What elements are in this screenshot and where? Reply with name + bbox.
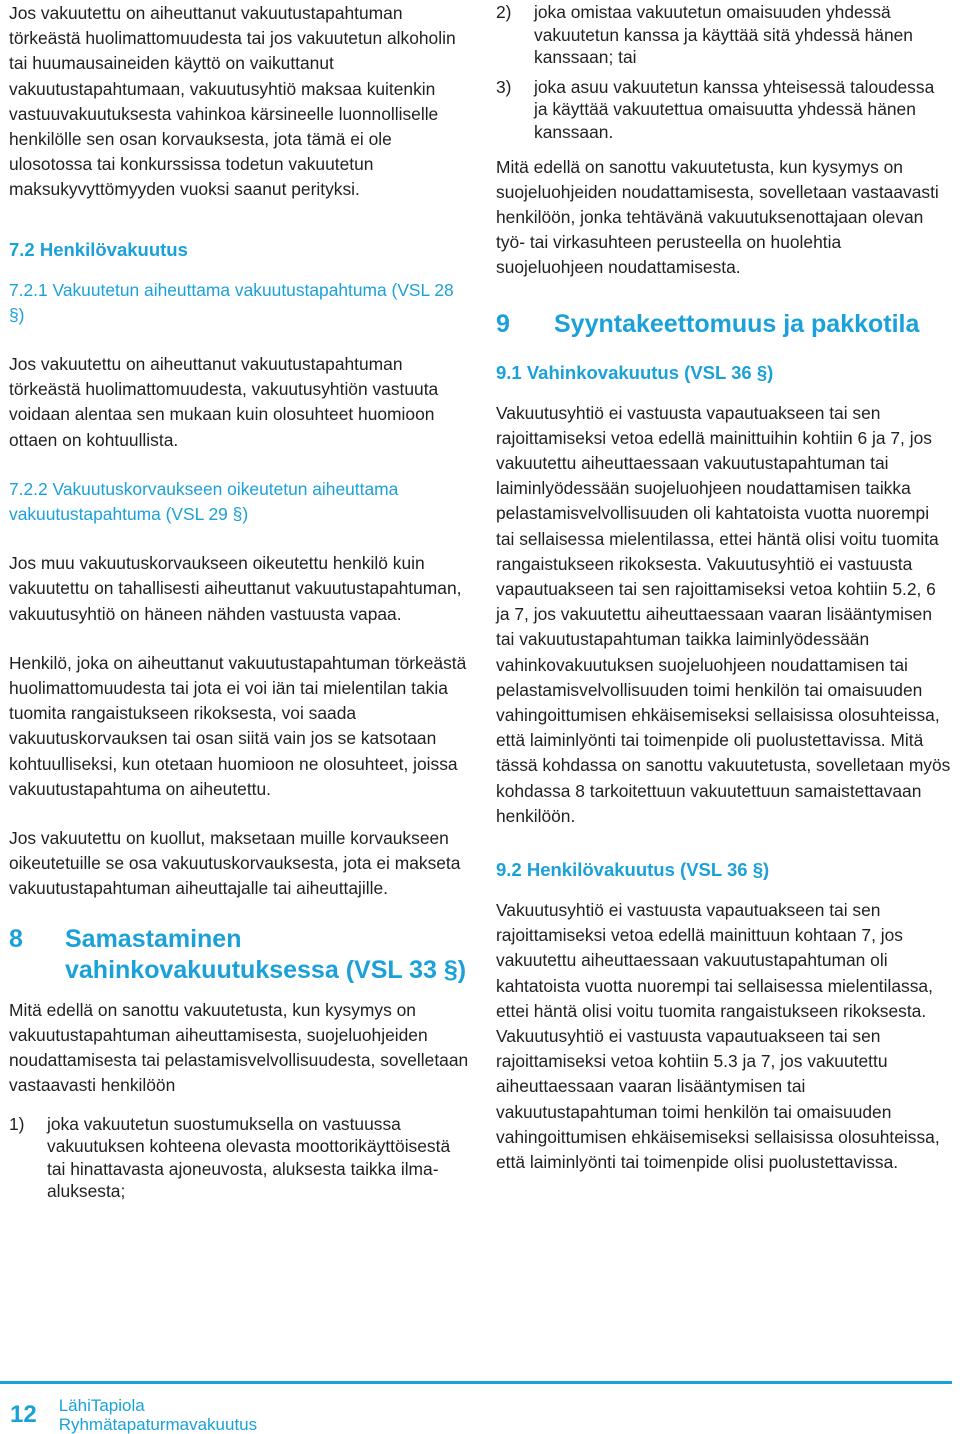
list-item-text: joka asuu vakuutetun kanssa yhteisessä taloudessa ja käyttää vakuutettua omaisuutta yhdessä hänen kanssaan. xyxy=(534,76,935,142)
paragraph-after-list: Mitä edellä on sanottu vakuutetusta, kun kysymys on suojeluohjeiden noudattamisesta, sovelletaan vastaavasti henkilöön, jonka tehtävänä vakuutuksenottajaan olevan työ- tai virkasuhteen perusteella on huolehtia suojeluohjeen noudattamisesta. xyxy=(496,156,939,278)
list-item-number: 3) xyxy=(496,76,512,97)
right-column xyxy=(496,0,952,1175)
footer-brand xyxy=(59,1396,257,1434)
heading-9 xyxy=(496,309,952,340)
heading-9-number: 9 xyxy=(496,309,510,338)
list-item-2 xyxy=(496,1,952,69)
list-item-number: 1) xyxy=(9,1113,25,1134)
heading-9-title: Syyntakeettomuus ja pakkotila xyxy=(554,309,920,338)
heading-7-2-1: 7.2.1 Vakuutetun aiheuttama vakuutustapahtuma (VSL 28 §) xyxy=(9,279,454,325)
heading-7-2: 7.2 Henkilövakuutus xyxy=(9,238,188,260)
brand-name: LähiTapiola xyxy=(58,1396,145,1415)
heading-9-2: 9.2 Henkilövakuutus (VSL 36 §) xyxy=(496,859,770,881)
list-item-3 xyxy=(496,76,952,144)
heading-8-title: Samastaminen vahinkovakuutuksessa (VSL 33 §) xyxy=(65,924,467,984)
paragraph-7-2-2a: Jos muu vakuutuskorvaukseen oikeutettu henkilö kuin vakuutettu on tahallisesti aiheuttanut vakuutustapahtuman, vakuutusyhtiö on häneen nähden vastuusta vapaa. xyxy=(9,553,462,624)
paragraph-9-1: Vakuutusyhtiö ei vastuusta vapautuakseen tai sen rajoittamiseksi vetoa edellä mainittuihin kohtiin 6 ja 7, jos vakuutettu aiheuttaessaan vakuutustapahtuman tai laiminlyödessään suojeluohjeen noudattamisen taikka pelastamisvelvollisuuden oli kahtatoista vuotta nuorempi tai sellaisessa mielentilassa, ettei häntä olisi voitu tuomita rangaistukseen rikoksesta. Vakuutusyhtiö ei vastuusta vapautuakseen tai sen rajoittamiseksi vetoa kohtiin 5.2, 6 ja 7, jos vakuutettu aiheuttaessaan vaaran lisääntymisen tai vakuutustapahtuman taikka laiminlyödessään vahinkovakuutuksen suojeluohjeen noudattamisen tai pelastamisvelvollisuuden toimi henkilön tai omaisuuden vahingoittumisen ehkäisemiseksi sellaisissa olosuhteissa, että laiminlyönti tai toimenpide oli puolustettavissa. Mitä tässä kohdassa on sanottu vakuutetusta, sovelletaan myös kohdassa 8 tarkoitettuun vakuutettuun samaistettavaan henkilöön. xyxy=(496,402,951,826)
paragraph-8: Mitä edellä on sanottu vakuutetusta, kun kysymys on vakuutustapahtuman aiheuttamisesta, suojeluohjeiden noudattamisesta tai pelastamisvelvollisuudesta, sovelletaan vastaavasti henkilöön xyxy=(9,999,469,1096)
paragraph-7-2-1: Jos vakuutettu on aiheuttanut vakuutustapahtuman törkeästä huolimattomuudesta, vakuutusyhtiön vastuuta voidaan alentaa sen mukaan kuin olosuhteet huomioon ottaen on kohtuullista. xyxy=(9,354,439,450)
paragraph-7-2-2c: Jos vakuutettu on kuollut, maksetaan muille korvaukseen oikeutetuille se osa vakuutuskorvauksesta, jota ei makseta vakuutustapahtuman aiheuttajalle tai aiheuttajille. xyxy=(9,828,461,899)
paragraph-7-2-2b: Henkilö, joka on aiheuttanut vakuutustapahtuman törkeästä huolimattomuudesta tai jota ei voi iän tai mielentilan takia tuomita rangaistukseen rikoksesta, voi saada vakuutuskorvauksen tai osan siitä vain jos se katsotaan kohtuulliseksi, kun otetaan huomioon ne olosuhteet, joissa vakuutustapahtuma on aiheutettu. xyxy=(9,652,467,799)
paragraph-intro: Jos vakuutettu on aiheuttanut vakuutustapahtuman törkeästä huolimattomuudesta tai jos vakuutetun alkoholin tai huumausaineiden käyttö on vaikuttanut vakuutustapahtumaan, vakuutusyhtiö maksaa kuitenkin vastuuvakuutuksesta vahinkoa kärsineelle luonnolliselle henkilölle sen osan korvauksesta, jota tämä ei ole ulosotossa tai konkurssissa todetun vakuutetun maksukyvyttömyyden vuoksi saanut perityksi. xyxy=(9,3,456,200)
paragraph-9-2: Vakuutusyhtiö ei vastuusta vapautuakseen tai sen rajoittamiseksi vetoa edellä mainittuun kohtaan 7, jos vakuutettu aiheuttaessaan vakuutustapahtuman oli kahtatoista vuotta nuorempi tai sellaisessa mielentilassa, ettei häntä olisi voitu tuomita rangaistukseen rikoksesta. Vakuutusyhtiö ei vastuusta vapautuakseen tai sen rajoittamiseksi vetoa kohtiin 5.3 ja 7, jos vakuutettu aiheuttaessaan vaaran lisääntymisen tai vakuutustapahtuman toimi henkilön tai omaisuuden vahingoittumisen ehkäisemiseksi sellaisissa olosuhteissa, että laiminlyönti tai toimenpide olisi puolustettavissa. xyxy=(496,900,940,1173)
document-title: Ryhmätapaturmavakuutus xyxy=(58,1415,258,1434)
list-item-text: joka vakuutetun suostumuksella on vastuussa vakuutuksen kohteena olevasta moottorikäyttöisestä tai hinattavasta ajoneuvosta, aluksesta taikka ilma-aluksesta; xyxy=(47,1113,451,1202)
footer-divider xyxy=(0,1381,952,1384)
list-item-text: joka omistaa vakuutetun omaisuuden yhdessä vakuutetun kanssa ja käyttää sitä yhdessä hänen kanssaan; tai xyxy=(534,2,913,68)
heading-7-2-2: 7.2.2 Vakuutuskorvaukseen oikeutetun aiheuttama vakuutustapahtuma (VSL 29 §) xyxy=(9,478,399,525)
left-column xyxy=(9,0,471,1203)
heading-8-number: 8 xyxy=(9,924,23,953)
list-item-1 xyxy=(9,1113,471,1203)
list-item-number: 2) xyxy=(496,2,512,22)
heading-9-1: 9.1 Vahinkovakuutus (VSL 36 §) xyxy=(496,361,774,383)
footer xyxy=(10,1396,257,1434)
heading-8 xyxy=(9,924,471,986)
page-number: 12 xyxy=(10,1401,37,1428)
